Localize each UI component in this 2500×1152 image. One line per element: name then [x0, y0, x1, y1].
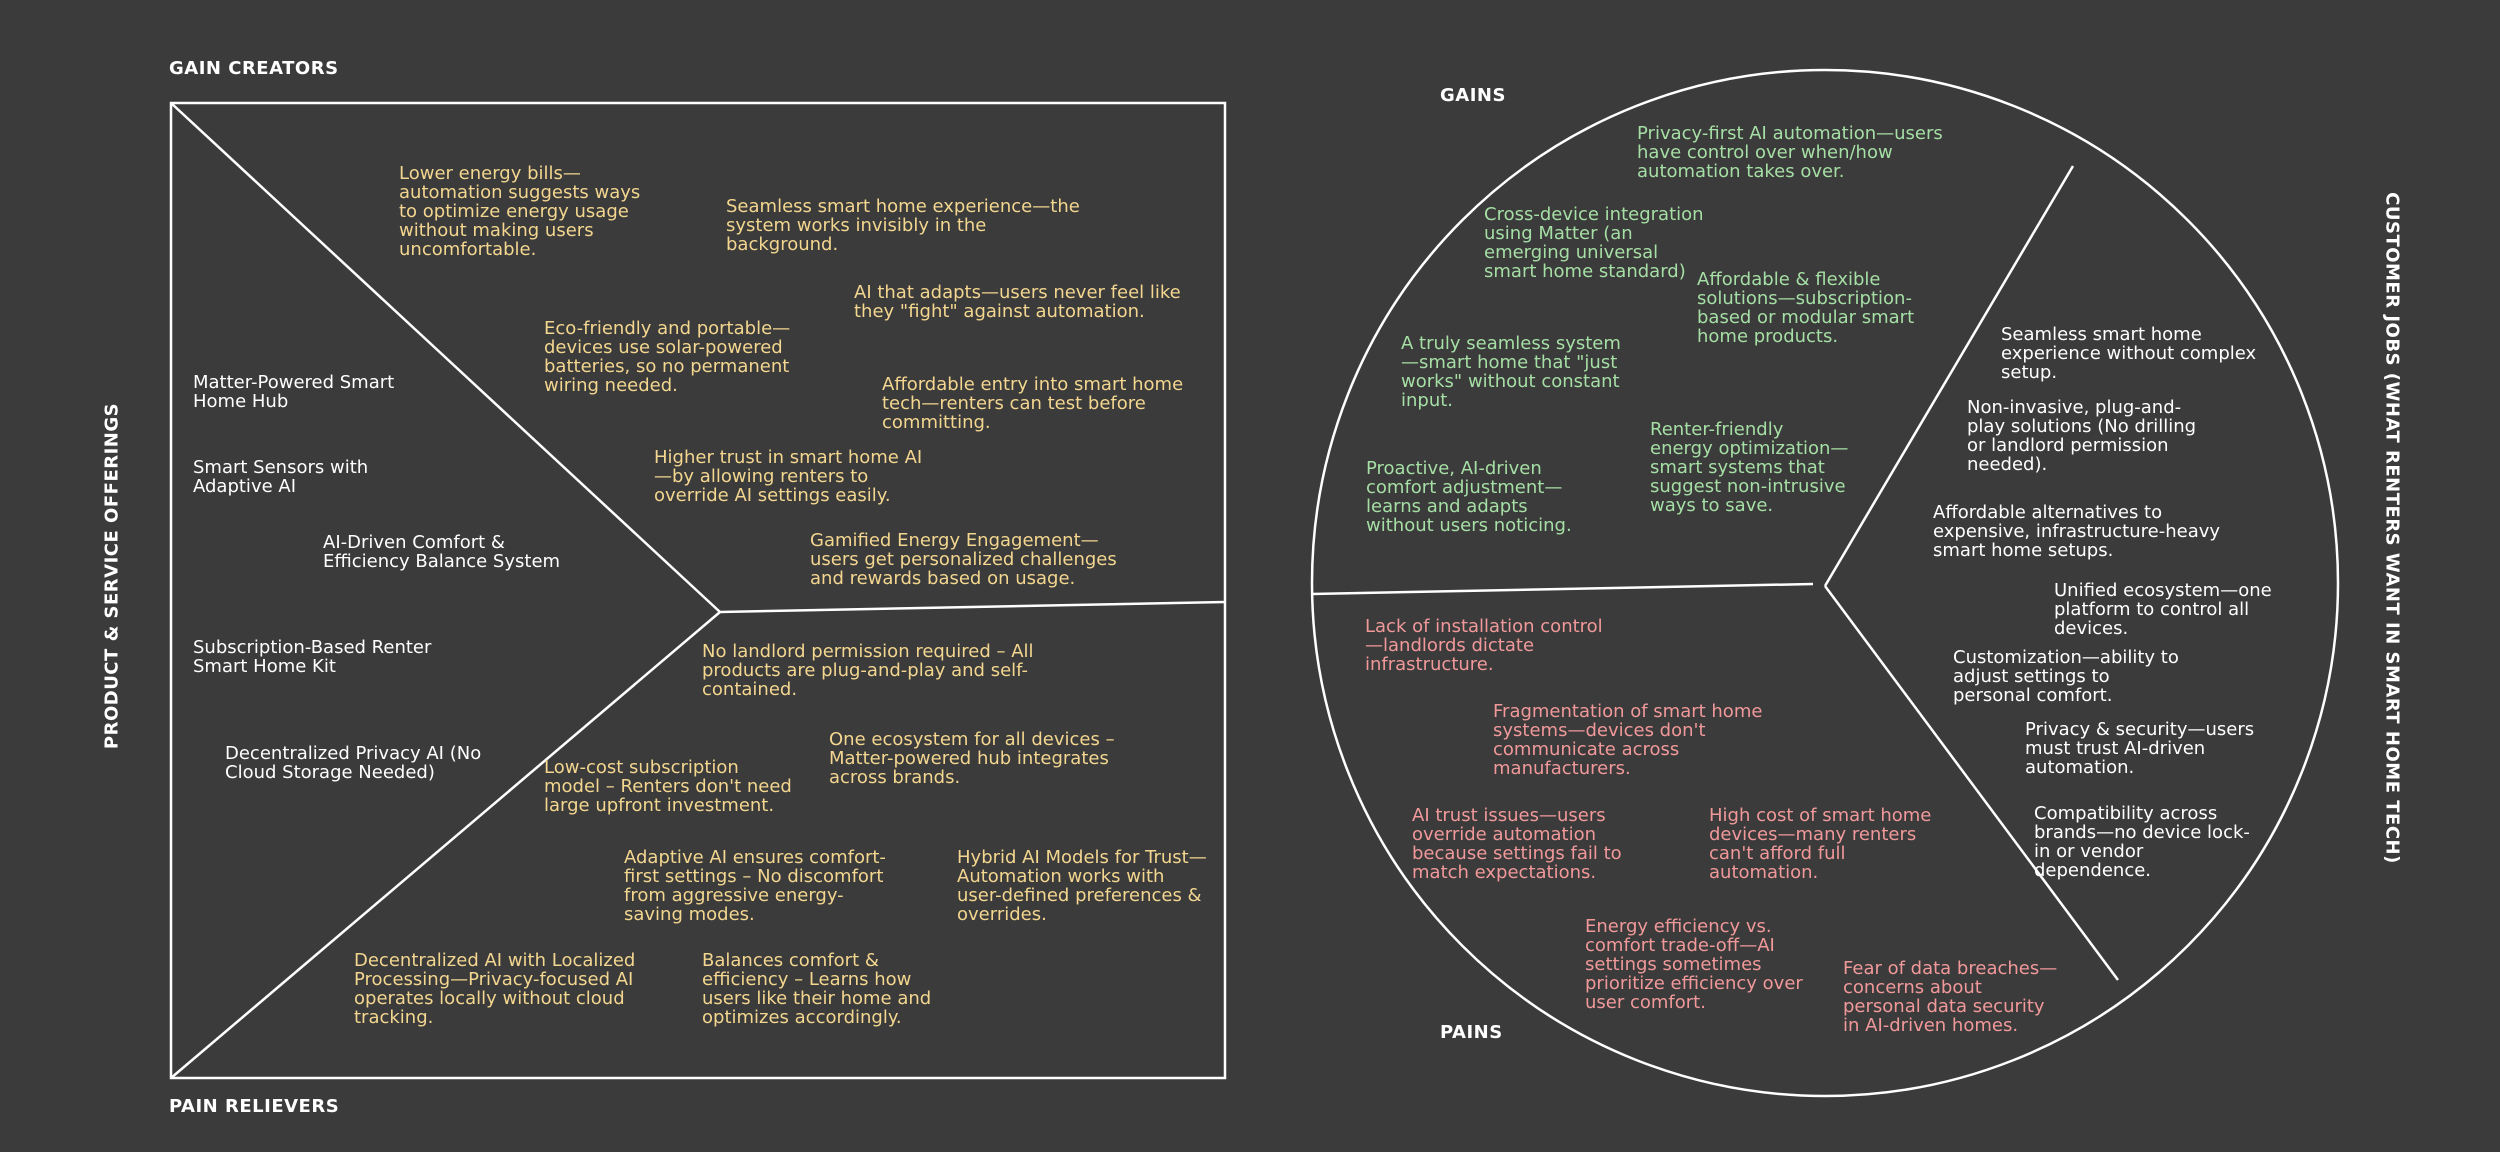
circle-divider-bottom — [1825, 586, 2118, 980]
pain-reliever-item: One ecosystem for all devices – Matter-powered hub integrates across brands. — [829, 729, 1115, 788]
gains-title: GAINS — [1440, 85, 1506, 106]
gain-creator-item: Gamified Energy Engagement— users get personalized challenges and rewards based on usage. — [810, 530, 1117, 589]
pain-reliever-item: No landlord permission required – All products are plug-and-play and self- contained. — [702, 641, 1034, 700]
pains-title: PAINS — [1440, 1022, 1503, 1043]
gain-item: Affordable & flexible solutions—subscription- based or modular smart home products. — [1697, 269, 1915, 347]
customer-job-item: Unified ecosystem—one platform to control all devices. — [2054, 580, 2272, 639]
gain-creator-item: Eco-friendly and portable— devices use solar-powered batteries, so no permanent wiring needed. — [544, 318, 791, 396]
customer-job-item: Non-invasive, plug-and- play solutions (No drilling or landlord permission needed). — [1967, 397, 2197, 475]
pain-item: Fragmentation of smart home systems—devices don't communicate across manufacturers. — [1493, 701, 1763, 779]
customer-job-item: Affordable alternatives to expensive, infrastructure-heavy smart home setups. — [1933, 502, 2221, 561]
gain-item: Proactive, AI-driven comfort adjustment— learns and adapts without users noticing. — [1366, 458, 1572, 536]
product-item: Subscription-Based Renter Smart Home Kit — [193, 637, 432, 677]
gain-item: Cross-device integration using Matter (an emerging universal smart home standard) — [1484, 204, 1704, 282]
product-item: AI-Driven Comfort & Efficiency Balance System — [323, 532, 561, 572]
customer-job-item: Privacy & security—users must trust AI-driven automation. — [2025, 719, 2255, 778]
gain-item: A truly seamless system —smart home that "just works" without constant input. — [1401, 333, 1621, 411]
pain-reliever-item: Adaptive AI ensures comfort- first settings – No discomfort from aggressive energy- saving modes. — [624, 847, 886, 925]
pain-item: Lack of installation control —landlords dictate infrastructure. — [1365, 616, 1603, 675]
circle-divider-left — [1312, 584, 1813, 594]
pain-item: Energy efficiency vs. comfort trade-off—AI settings sometimes prioritize efficiency over user comfort. — [1585, 916, 1803, 1013]
product-item: Matter-Powered Smart Home Hub — [193, 372, 395, 412]
pain-reliever-item: Hybrid AI Models for Trust— Automation works with user-defined preferences & overrides. — [957, 847, 1207, 925]
product-item: Smart Sensors with Adaptive AI — [193, 457, 369, 497]
gain-item: Renter-friendly energy optimization— smart systems that suggest non-intrusive ways to save. — [1650, 419, 1849, 516]
gain-creator-item: Affordable entry into smart home tech—renters can test before committing. — [882, 374, 1184, 433]
product-offerings-title: PRODUCT & SERVICE OFFERINGS — [101, 402, 123, 750]
pain-item: Fear of data breaches— concerns about personal data security in AI-driven homes. — [1843, 958, 2058, 1036]
pain-item: High cost of smart home devices—many renters can't afford full automation. — [1709, 805, 1932, 883]
gain-item: Privacy-first AI automation—users have control over when/how automation takes over. — [1637, 123, 1943, 182]
pain-reliever-item: Decentralized AI with Localized Processing—Privacy-focused AI operates locally without cloud tracking. — [354, 950, 636, 1028]
gain-creator-item: Seamless smart home experience—the system works invisibly in the background. — [726, 196, 1080, 255]
gain-creator-item: Higher trust in smart home AI —by allowing renters to override AI settings easily. — [654, 447, 923, 506]
pain-reliever-item: Balances comfort & efficiency – Learns how users like their home and optimizes accordingly. — [702, 950, 932, 1028]
customer-job-item: Customization—ability to adjust settings to personal comfort. — [1953, 647, 2179, 706]
pain-item: AI trust issues—users override automation because settings fail to match expectations. — [1412, 805, 1622, 883]
customer-jobs-title: CUSTOMER JOBS (WHAT RENTERS WANT IN SMART HOME TECH) — [2381, 192, 2403, 864]
gain-creator-item: Lower energy bills— automation suggests ways to optimize energy usage without making users uncomfortable. — [399, 163, 641, 260]
customer-job-item: Compatibility across brands—no device lock- in or vendor dependence. — [2034, 803, 2250, 881]
gain-creator-item: AI that adapts—users never feel like they "fight" against automation. — [854, 282, 1181, 322]
pain-reliever-item: Low-cost subscription model – Renters don't need large upfront investment. — [544, 757, 792, 816]
product-item: Decentralized Privacy AI (No Cloud Storage Needed) — [225, 743, 482, 783]
customer-job-item: Seamless smart home experience without complex setup. — [2001, 324, 2257, 383]
gain-creators-title: GAIN CREATORS — [169, 58, 339, 79]
square-divider-right — [720, 602, 1225, 612]
pain-relievers-title: PAIN RELIEVERS — [169, 1096, 340, 1117]
